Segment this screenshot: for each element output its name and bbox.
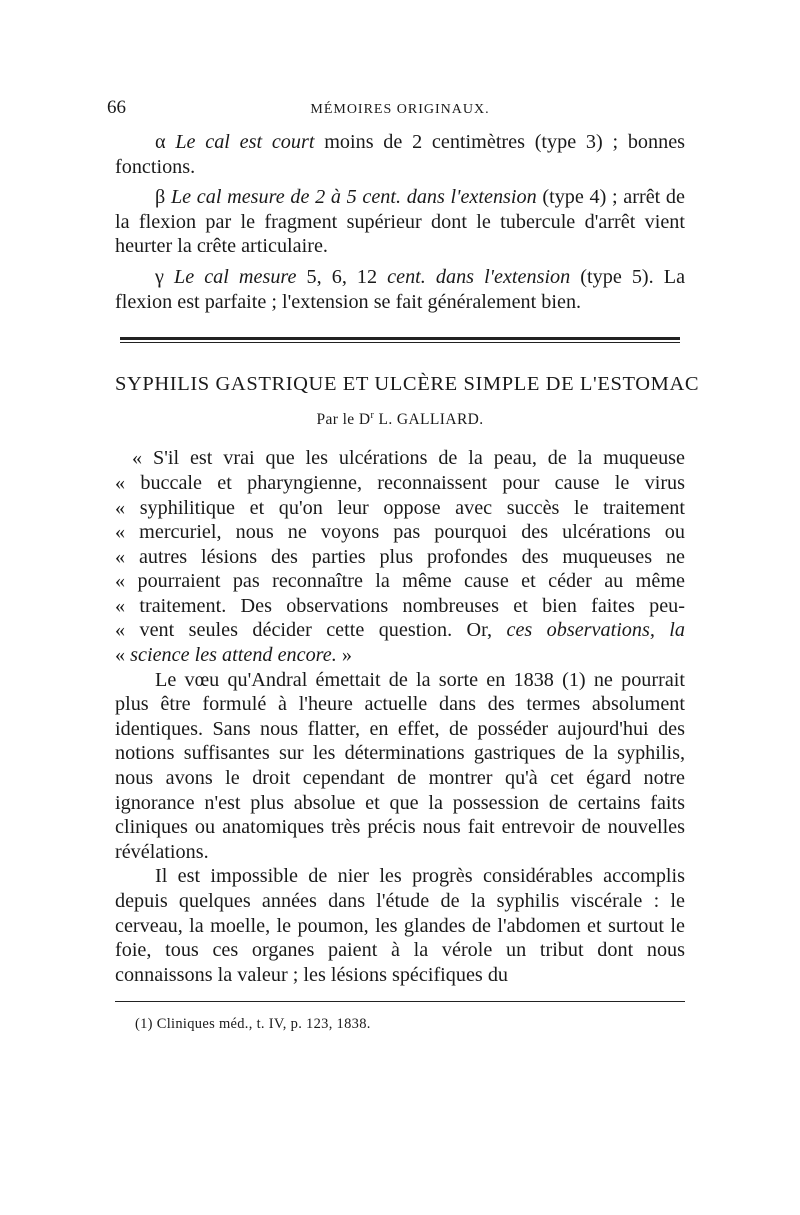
- article-title: SYPHILIS GASTRIQUE ET ULCÈRE SIMPLE DE L'ESTOMAC: [115, 373, 700, 396]
- footnote: (1) Cliniques méd., t. IV, p. 123, 1838.: [135, 1016, 371, 1033]
- running-title: MÉMOIRES ORIGINAUX.: [310, 102, 490, 117]
- list-item-beta: [115, 185, 685, 259]
- page-number: 66: [107, 97, 126, 118]
- quote-line: « syphilitique et qu'on leur oppose avec succès le traitement: [115, 496, 685, 519]
- item-text: 5, 6, 12: [296, 265, 388, 288]
- paragraph-andral: Le vœu qu'Andral émettait de la sorte en 1838 (1) ne pourrait plus être formulé à l'heure actuelle dans des termes absolument identiques. Sans nous flatter, en effet, de posséder aujourd'hui des notions suffisantes sur les déterminations gastriques de la syphilis, nous avons le droit cependant de montrer qu'à cet égard notre ignorance n'est plus absolue et que la possession de certains faits cliniques ou anatomiques très précis nous fait entrevoir de nouvelles révélations.: [115, 668, 685, 863]
- running-header: [107, 95, 685, 123]
- item-italic: Le cal mesure: [173, 265, 297, 288]
- book-page: [107, 95, 700, 1033]
- byline-prefix: Par le D: [316, 411, 371, 429]
- item-text: (type 5). La flexion est parfaite ; l'extension se fait généralement bien.: [115, 265, 686, 313]
- footnote-divider: [115, 1001, 685, 1002]
- quote-line: « traitement. Des observations nombreuses et bien faites peu-: [115, 594, 685, 617]
- list-item-gamma: [115, 265, 685, 314]
- item-italic: cent. dans l'extension: [387, 265, 571, 288]
- quote-line-8: [115, 618, 685, 643]
- quote-close: »: [336, 644, 352, 667]
- quote-line: « buccale et pharyngienne, reconnaissent pour cause le virus: [115, 471, 685, 494]
- quote-line-text: « vent seules décider cette question. Or,: [115, 619, 507, 642]
- quote-italic: science les attend encore.: [130, 644, 337, 667]
- quote-line: « autres lésions des parties plus profondes des muqueuses ne: [115, 545, 685, 568]
- list-item-alpha: [115, 130, 685, 179]
- quote-line: « pourraient pas reconnaître la même cause et céder au même: [115, 570, 685, 593]
- item-text: (type 4) ; arrêt de la flexion par le fragment supérieur dont le tubercule d'arrêt vient heurter la crête articulaire.: [115, 186, 685, 258]
- item-italic: Le cal est court: [175, 131, 315, 153]
- item-marker: α: [155, 131, 166, 153]
- item-text: moins de 2 centimètres (type 3) ; bonnes fonctions.: [115, 131, 686, 178]
- section-divider: [120, 337, 680, 343]
- byline-author: L. GALLIARD.: [374, 411, 484, 429]
- byline-sup: r: [370, 410, 375, 422]
- quote-line: « S'il est vrai que les ulcérations de la peau, de la muqueuse: [132, 447, 685, 470]
- quote-italic: ces observations, la: [506, 619, 686, 642]
- byline: [115, 410, 685, 429]
- item-italic: Le cal mesure de 2 à 5 cent. dans l'extension: [170, 186, 537, 209]
- quote-guillemet: «: [115, 644, 131, 667]
- quote-line-9: [115, 643, 685, 668]
- item-marker: γ: [155, 265, 164, 288]
- quote-line: « mercuriel, nous ne voyons pas pourquoi des ulcérations ou: [115, 521, 685, 544]
- paragraph-progress: Il est impossible de nier les progrès considérables accomplis depuis quelques années dans l'étude de la syphilis viscérale : le cerveau, la moelle, le poumon, les glandes de l'abdomen et surtout le foie, tous ces organes paient à la vérole un tribut dont nous connaissons la valeur ; les lésions spécifiques du: [115, 865, 685, 986]
- item-marker: β: [155, 186, 166, 209]
- andral-quote: [115, 446, 685, 667]
